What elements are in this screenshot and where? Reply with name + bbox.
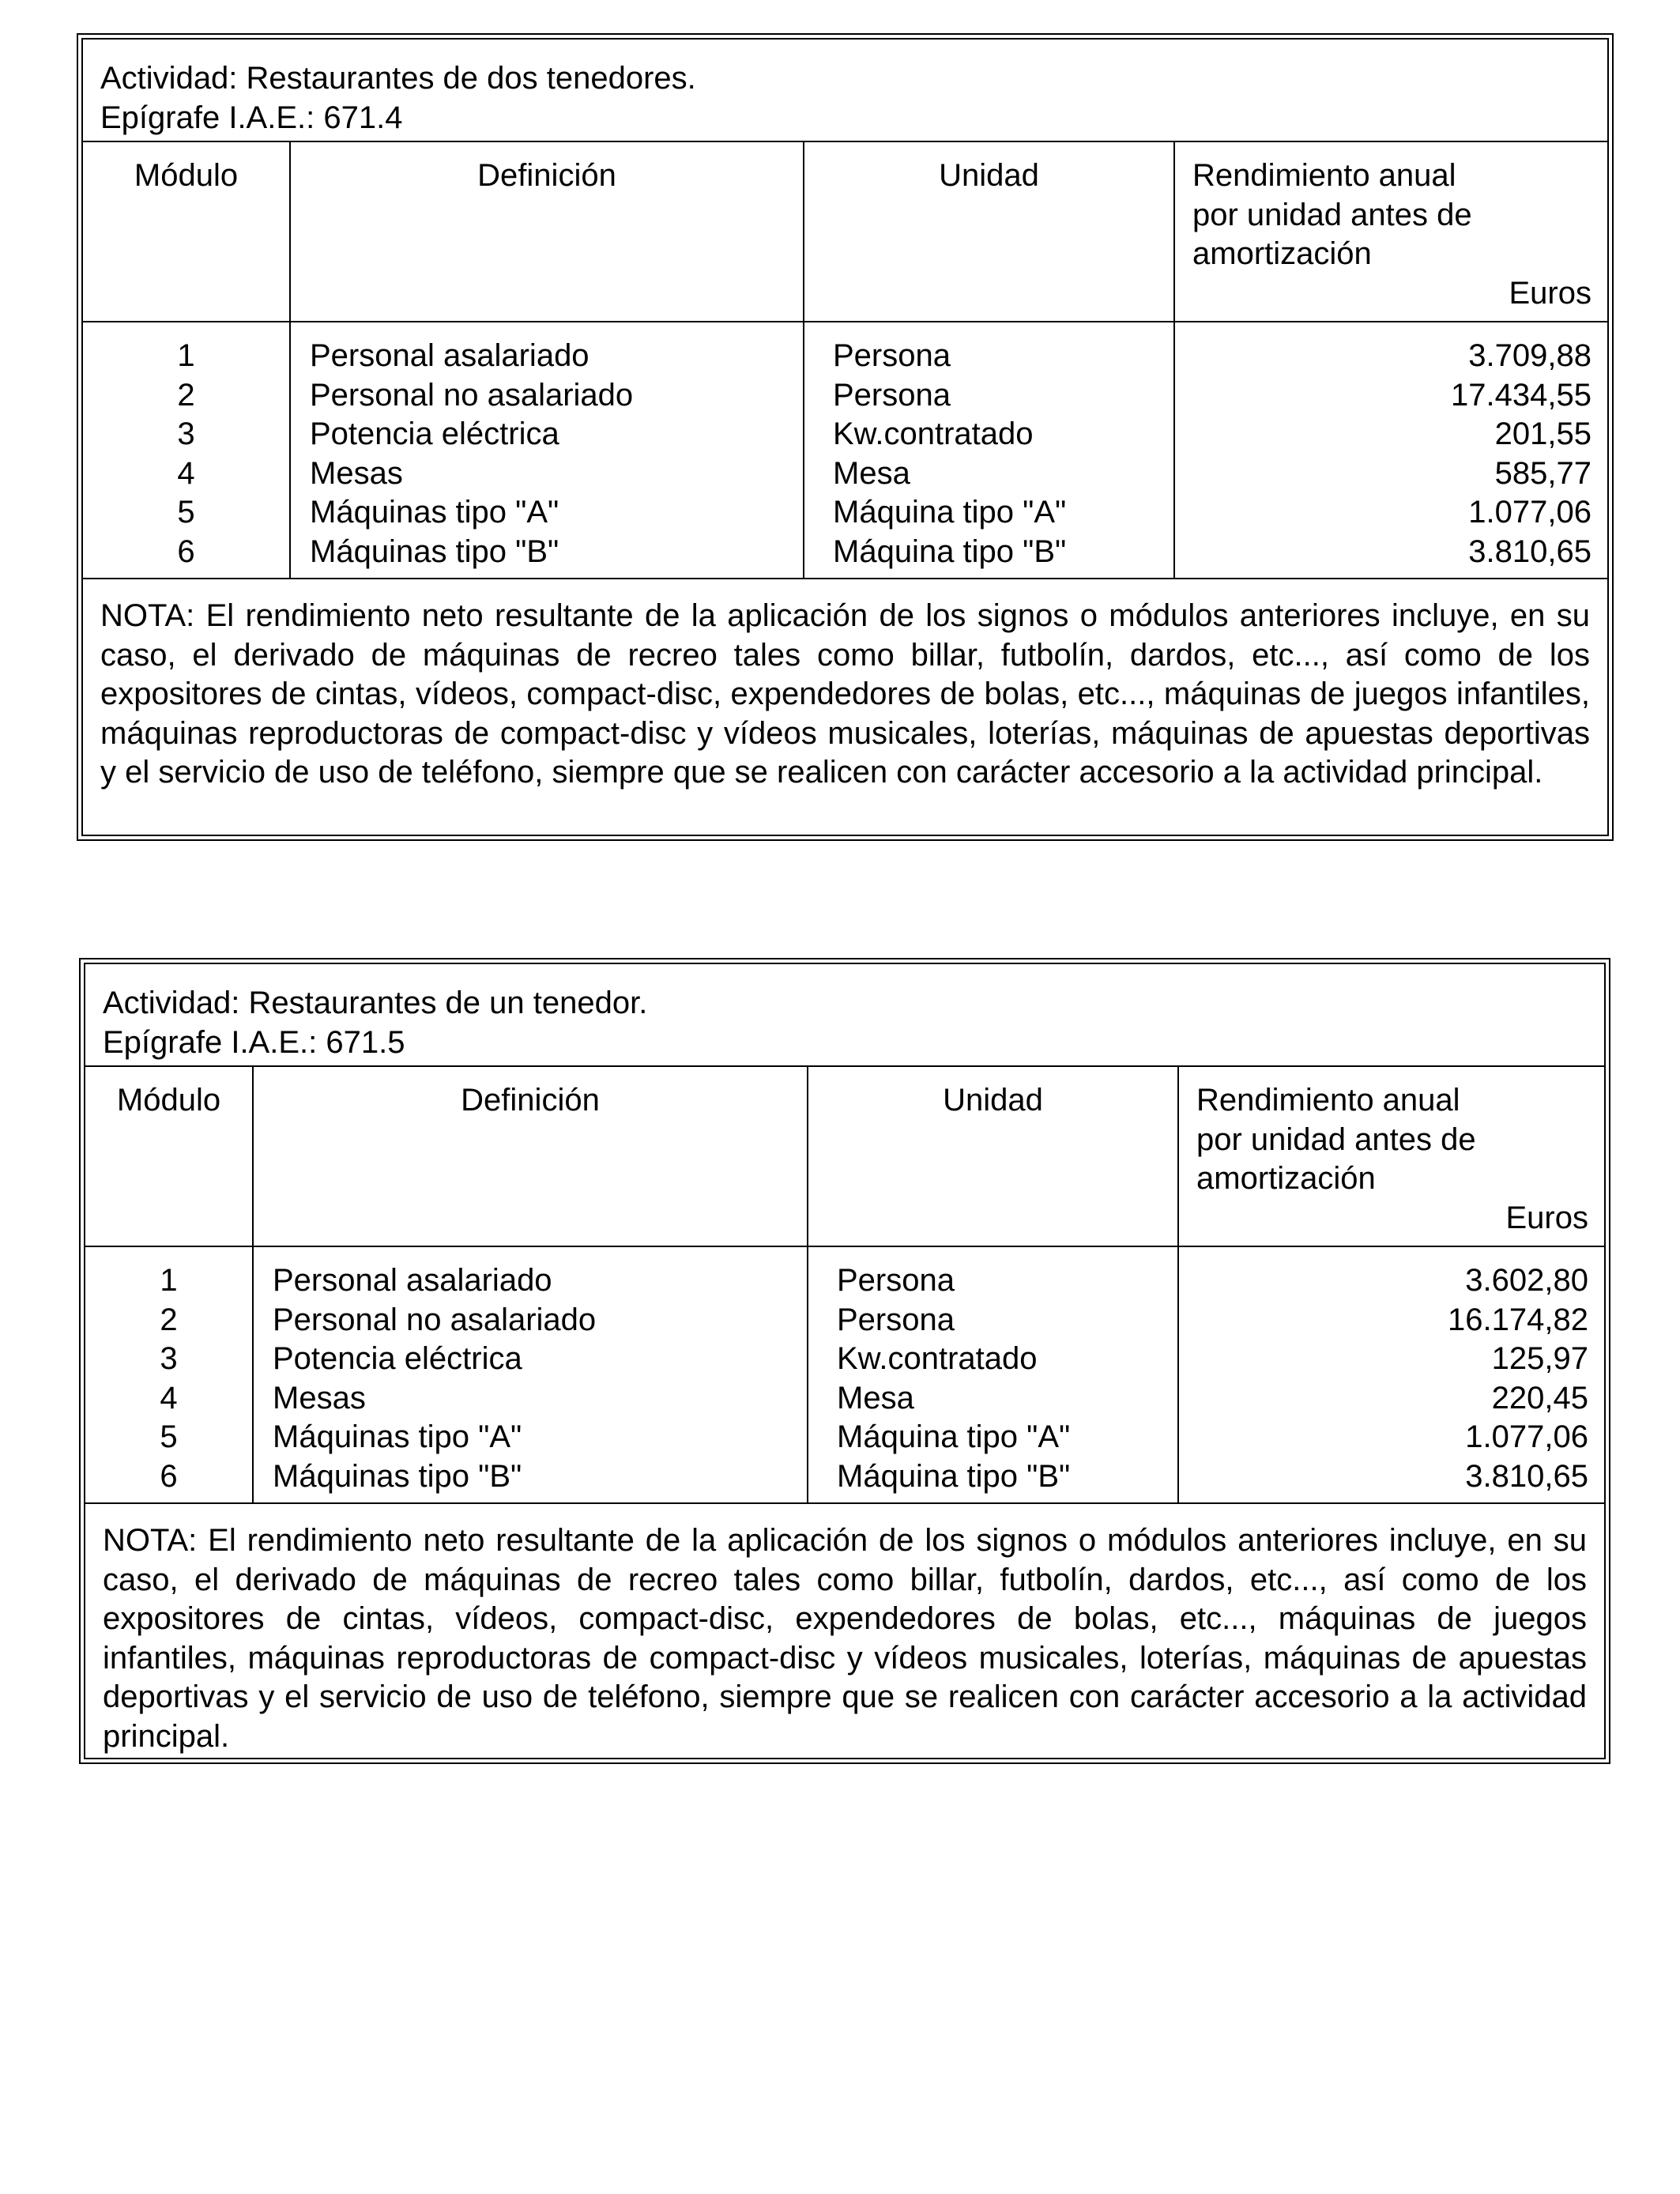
header-rendimiento-line-2: por unidad antes de xyxy=(1196,1122,1476,1157)
cell-unidad: Máquina tipo "B" xyxy=(833,533,1067,569)
column-definicion xyxy=(254,1247,808,1502)
table-note: NOTA: El rendimiento neto resultante de la aplicación de los signos o módulos anteriores incluye, en su caso, el derivado de máquinas de recreo tales como billar, futbolín, dardos, etc..., así como de los expositores de cintas, vídeos, compact-disc, expendedores de bolas, etc..., máquinas de juegos infantiles, máquinas reproductoras de compact-disc y vídeos musicales, loterías, máquinas de apuestas deportivas y el servicio de uso de teléfono, siempre que se realicen con carácter accesorio a la actividad principal. xyxy=(103,1523,1587,1754)
cell-definicion: Mesas xyxy=(273,1380,366,1416)
cell-rendimiento: 3.810,65 xyxy=(1465,1458,1588,1494)
header-rendimiento xyxy=(1175,142,1607,321)
table-inner xyxy=(81,38,1609,836)
cell-unidad: Máquina tipo "A" xyxy=(833,495,1067,530)
cell-modulo: 6 xyxy=(160,1458,178,1494)
cell-modulo: 4 xyxy=(160,1380,178,1416)
table-inner xyxy=(84,963,1606,1759)
cell-modulo: 2 xyxy=(177,377,195,413)
table-body xyxy=(85,1247,1604,1504)
cell-modulo: 3 xyxy=(177,417,195,451)
cell-definicion: Potencia eléctrica xyxy=(310,417,559,451)
cell-unidad: Persona xyxy=(833,338,951,373)
actividad-label: Actividad: Restaurantes de dos tenedores. xyxy=(100,61,696,96)
cell-rendimiento: 201,55 xyxy=(1494,417,1591,451)
cell-rendimiento: 585,77 xyxy=(1494,455,1591,491)
cell-rendimiento: 3.810,65 xyxy=(1468,533,1591,569)
table-note: NOTA: El rendimiento neto resultante de la aplicación de los signos o módulos anteriores incluye, en su caso, el derivado de máquinas de recreo tales como billar, futbolín, dardos, etc..., así como de los expositores de cintas, vídeos, compact-disc, expendedores de bolas, etc..., máquinas de juegos infantiles, máquinas reproductoras de compact-disc y vídeos musicales, loterías, máquinas de apuestas deportivas y el servicio de uso de teléfono, siempre que se realicen con carácter accesorio a la actividad principal. xyxy=(100,598,1590,790)
cell-definicion: Personal asalariado xyxy=(310,338,590,373)
header-modulo: Módulo xyxy=(85,1067,254,1246)
header-rendimiento-line-3: amortización xyxy=(1192,236,1372,271)
header-unidad: Unidad xyxy=(804,142,1175,321)
cell-unidad: Kw.contratado xyxy=(833,417,1034,451)
cell-rendimiento: 3.602,80 xyxy=(1465,1263,1588,1298)
table-header xyxy=(85,1067,1604,1247)
epigrafe-label: Epígrafe I.A.E.: 671.5 xyxy=(103,1025,405,1060)
cell-modulo: 1 xyxy=(177,338,195,373)
cell-unidad: Persona xyxy=(837,1263,955,1298)
header-unidad: Unidad xyxy=(808,1067,1179,1246)
cell-definicion: Potencia eléctrica xyxy=(273,1341,522,1376)
table-title xyxy=(85,964,1604,1067)
cell-definicion: Máquinas tipo "B" xyxy=(273,1458,522,1494)
cell-rendimiento: 1.077,06 xyxy=(1468,495,1591,530)
cell-unidad: Mesa xyxy=(837,1380,914,1416)
module-table-dos-tenedores xyxy=(77,33,1614,841)
cell-rendimiento: 1.077,06 xyxy=(1465,1419,1588,1454)
cell-definicion: Mesas xyxy=(310,455,403,491)
cell-unidad: Kw.contratado xyxy=(837,1341,1038,1376)
cell-rendimiento: 16.174,82 xyxy=(1448,1302,1588,1337)
cell-definicion: Personal no asalariado xyxy=(310,377,634,413)
cell-definicion: Máquinas tipo "B" xyxy=(310,533,559,569)
module-table-un-tenedor xyxy=(79,958,1610,1764)
cell-modulo: 4 xyxy=(177,455,195,491)
header-rendimiento-line-3: amortización xyxy=(1196,1161,1376,1196)
column-unidad xyxy=(804,322,1175,578)
column-unidad xyxy=(808,1247,1179,1502)
cell-rendimiento: 3.709,88 xyxy=(1468,338,1591,373)
cell-modulo: 2 xyxy=(160,1302,178,1337)
cell-unidad: Persona xyxy=(833,377,951,413)
table-body xyxy=(83,322,1607,579)
header-rendimiento-line-1: Rendimiento anual xyxy=(1192,158,1456,193)
cell-modulo: 3 xyxy=(160,1341,178,1376)
header-definicion: Definición xyxy=(254,1067,808,1246)
cell-rendimiento: 17.434,55 xyxy=(1451,377,1591,413)
cell-definicion: Máquinas tipo "A" xyxy=(310,495,559,530)
header-rendimiento-line-1: Rendimiento anual xyxy=(1196,1083,1460,1118)
cell-unidad: Máquina tipo "A" xyxy=(837,1419,1071,1454)
table-title xyxy=(83,40,1607,142)
cell-definicion: Máquinas tipo "A" xyxy=(273,1419,522,1454)
cell-rendimiento: 125,97 xyxy=(1491,1341,1588,1376)
column-rendimiento xyxy=(1175,322,1607,578)
header-units: Euros xyxy=(1505,1200,1588,1235)
cell-modulo: 5 xyxy=(177,495,195,530)
cell-modulo: 1 xyxy=(160,1263,178,1298)
cell-unidad: Mesa xyxy=(833,455,910,491)
header-units: Euros xyxy=(1509,275,1591,311)
header-rendimiento-line-2: por unidad antes de xyxy=(1192,197,1472,232)
cell-modulo: 6 xyxy=(177,533,195,569)
header-modulo: Módulo xyxy=(83,142,291,321)
cell-rendimiento: 220,45 xyxy=(1491,1380,1588,1416)
cell-modulo: 5 xyxy=(160,1419,178,1454)
table-header xyxy=(83,142,1607,322)
column-modulo xyxy=(83,322,291,578)
header-rendimiento xyxy=(1179,1067,1604,1246)
cell-unidad: Persona xyxy=(837,1302,955,1337)
cell-definicion: Personal no asalariado xyxy=(273,1302,597,1337)
column-rendimiento xyxy=(1179,1247,1604,1502)
cell-definicion: Personal asalariado xyxy=(273,1263,552,1298)
actividad-label: Actividad: Restaurantes de un tenedor. xyxy=(103,986,648,1020)
cell-unidad: Máquina tipo "B" xyxy=(837,1458,1071,1494)
column-definicion xyxy=(291,322,804,578)
epigrafe-label: Epígrafe I.A.E.: 671.4 xyxy=(100,100,403,135)
header-definicion: Definición xyxy=(291,142,804,321)
column-modulo xyxy=(85,1247,254,1502)
